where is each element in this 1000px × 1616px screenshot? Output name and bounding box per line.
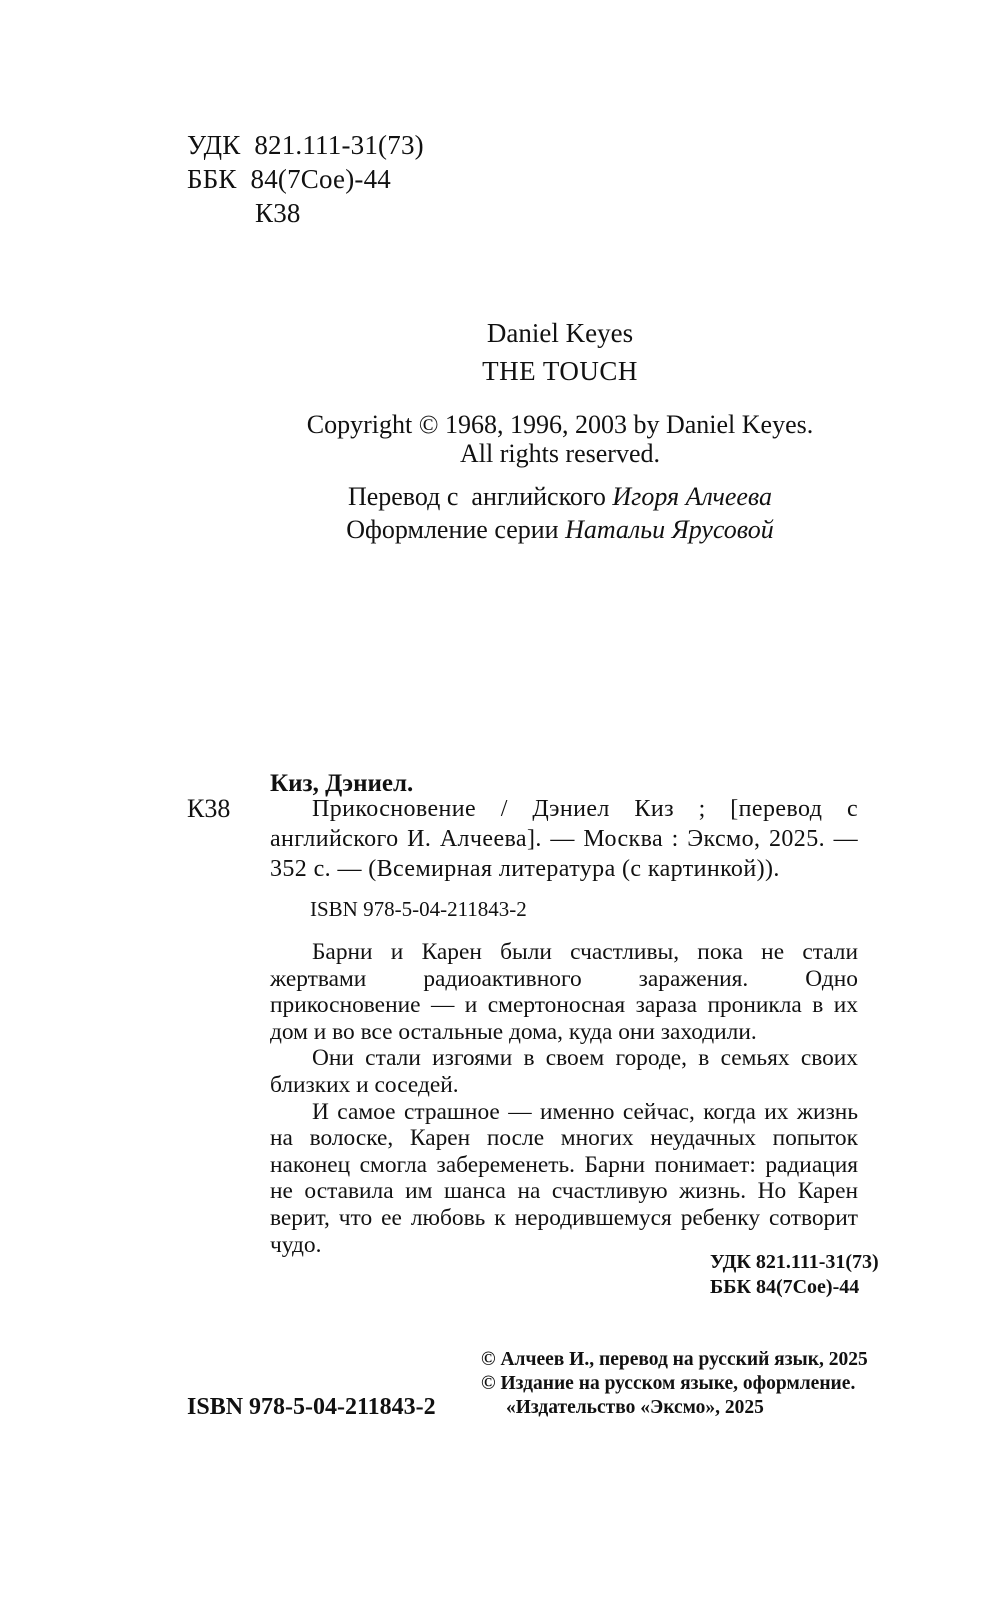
- footer-isbn: ISBN 978-5-04-211843-2: [187, 1394, 436, 1420]
- credits: [200, 480, 920, 546]
- copyright-publisher: «Издательство «Эксмо», 2025: [506, 1397, 764, 1418]
- annotation-paragraph: Они стали изгоями в своем городе, в семьях своих близких и соседей.: [270, 1045, 858, 1098]
- annotation-paragraph: И самое страшное — именно сейчас, когда их жизнь на волоске, Карен после многих неудачных попыток наконец смогла забеременеть. Барни понимает: радиация не оставила им шанса на счастливую жизнь. Но Карен верит, что ее любовь к неродившемуся ребенку сотворит чудо.: [270, 1098, 858, 1258]
- copyright-translation: © Алчеев И., перевод на русский язык, 2025: [481, 1349, 868, 1370]
- catalog-author: Киз, Дэниел.: [270, 770, 414, 797]
- translation-label: Перевод с английского: [347, 482, 606, 511]
- translation-credit: [200, 480, 920, 513]
- design-label: Оформление серии: [346, 515, 559, 544]
- translator-name: Игоря Алчеева: [612, 482, 773, 511]
- original-author: Daniel Keyes: [486, 318, 634, 348]
- annotation-paragraph: Барни и Карен были счастливы, пока не стали жертвами радиоактивного заражения. Одно прикосновение — и смертоносная зараза проникла в их дом и во все остальные дома, куда они заходили.: [270, 939, 858, 1045]
- copyright-edition: © Издание на русском языке, оформление.: [481, 1373, 856, 1394]
- copyright-line-1: Copyright © 1968, 1996, 2003 by Daniel Keyes.: [306, 410, 814, 439]
- footer-codes: [710, 1250, 879, 1300]
- bbk-code: ББК 84(7Сое)-44: [187, 164, 392, 194]
- copyright-line-2: All rights reserved.: [459, 439, 660, 468]
- catalog-author-mark: К38: [187, 794, 231, 823]
- catalog-description: Прикосновение / Дэниел Киз ; [перевод с английского И. Алчеева]. — Москва : Эксмо, 2025. — 352 с. — (Всемирная литература (с картинкой)).: [270, 796, 858, 882]
- footer-udk: УДК 821.111-31(73): [710, 1251, 879, 1273]
- copyright-notice: [200, 410, 920, 468]
- udk-code: УДК 821.111-31(73): [187, 130, 424, 160]
- copyright-block: [481, 1348, 868, 1420]
- design-credit: [200, 513, 920, 546]
- annotation: [270, 939, 858, 1258]
- author-mark: К38: [255, 198, 301, 228]
- original-title: THE TOUCH: [482, 356, 638, 386]
- designer-name: Натальи Ярусовой: [565, 515, 774, 544]
- footer-bbk: ББК 84(7Сое)-44: [710, 1276, 860, 1298]
- catalog-isbn: ISBN 978-5-04-211843-2: [310, 897, 527, 921]
